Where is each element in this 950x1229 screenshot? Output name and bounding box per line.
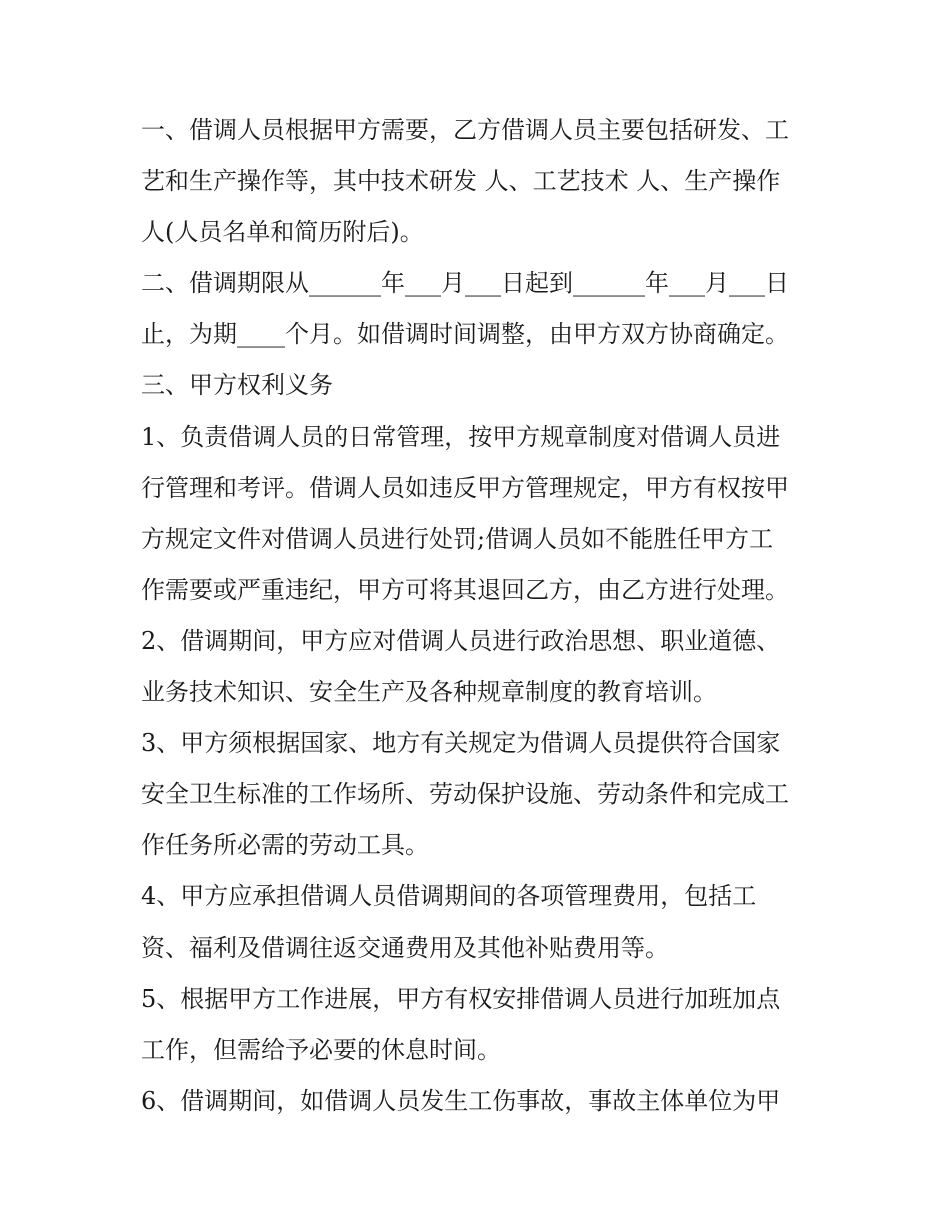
text-line: 业务技术知识、安全生产及各种规章制度的教育培训。 (141, 678, 717, 707)
text-line: 6、借调期间，如借调人员发生工伤事故，事故主体单位为甲 (141, 1086, 781, 1115)
text-line: 行管理和考评。借调人员如违反甲方管理规定，甲方有权按甲 (141, 473, 789, 502)
text-line: 二、借调期限从______年___月___日起到______年___月___日 (141, 269, 789, 298)
document-body (141, 105, 821, 1127)
text-line: 2、借调期间，甲方应对借调人员进行政治思想、职业道德、 (141, 626, 781, 655)
text-line: 5、根据甲方工作进展，甲方有权安排借调人员进行加班加点 (141, 984, 781, 1013)
text-line: 艺和生产操作等，其中技术研发 人、工艺技术 人、生产操作 (141, 167, 781, 196)
text-line: 3、甲方须根据国家、地方有关规定为借调人员提供符合国家 (141, 729, 781, 758)
text-line: 止，为期____个月。如借调时间调整，由甲方双方协商确定。 (141, 320, 789, 349)
section-heading: 三、甲方权利义务 (141, 371, 333, 400)
text-line: 一、借调人员根据甲方需要，乙方借调人员主要包括研发、工 (141, 116, 789, 144)
text-line: 1、负责借调人员的日常管理，按甲方规章制度对借调人员进 (141, 422, 781, 451)
text-line: 人(人员名单和简历附后)。 (141, 218, 424, 247)
text-line: 资、福利及借调往返交通费用及其他补贴费用等。 (141, 933, 669, 962)
text-line: 4、甲方应承担借调人员借调期间的各项管理费用，包括工 (141, 882, 757, 911)
text-line: 方规定文件对借调人员进行处罚;借调人员如不能胜任甲方工 (141, 524, 774, 553)
text-line: 作需要或严重违纪，甲方可将其退回乙方，由乙方进行处理。 (141, 575, 789, 604)
text-line: 作任务所必需的劳动工具。 (141, 831, 429, 860)
text-line: 工作，但需给予必要的休息时间。 (141, 1035, 501, 1064)
text-line: 安全卫生标准的工作场所、劳动保护设施、劳动条件和完成工 (141, 780, 789, 809)
